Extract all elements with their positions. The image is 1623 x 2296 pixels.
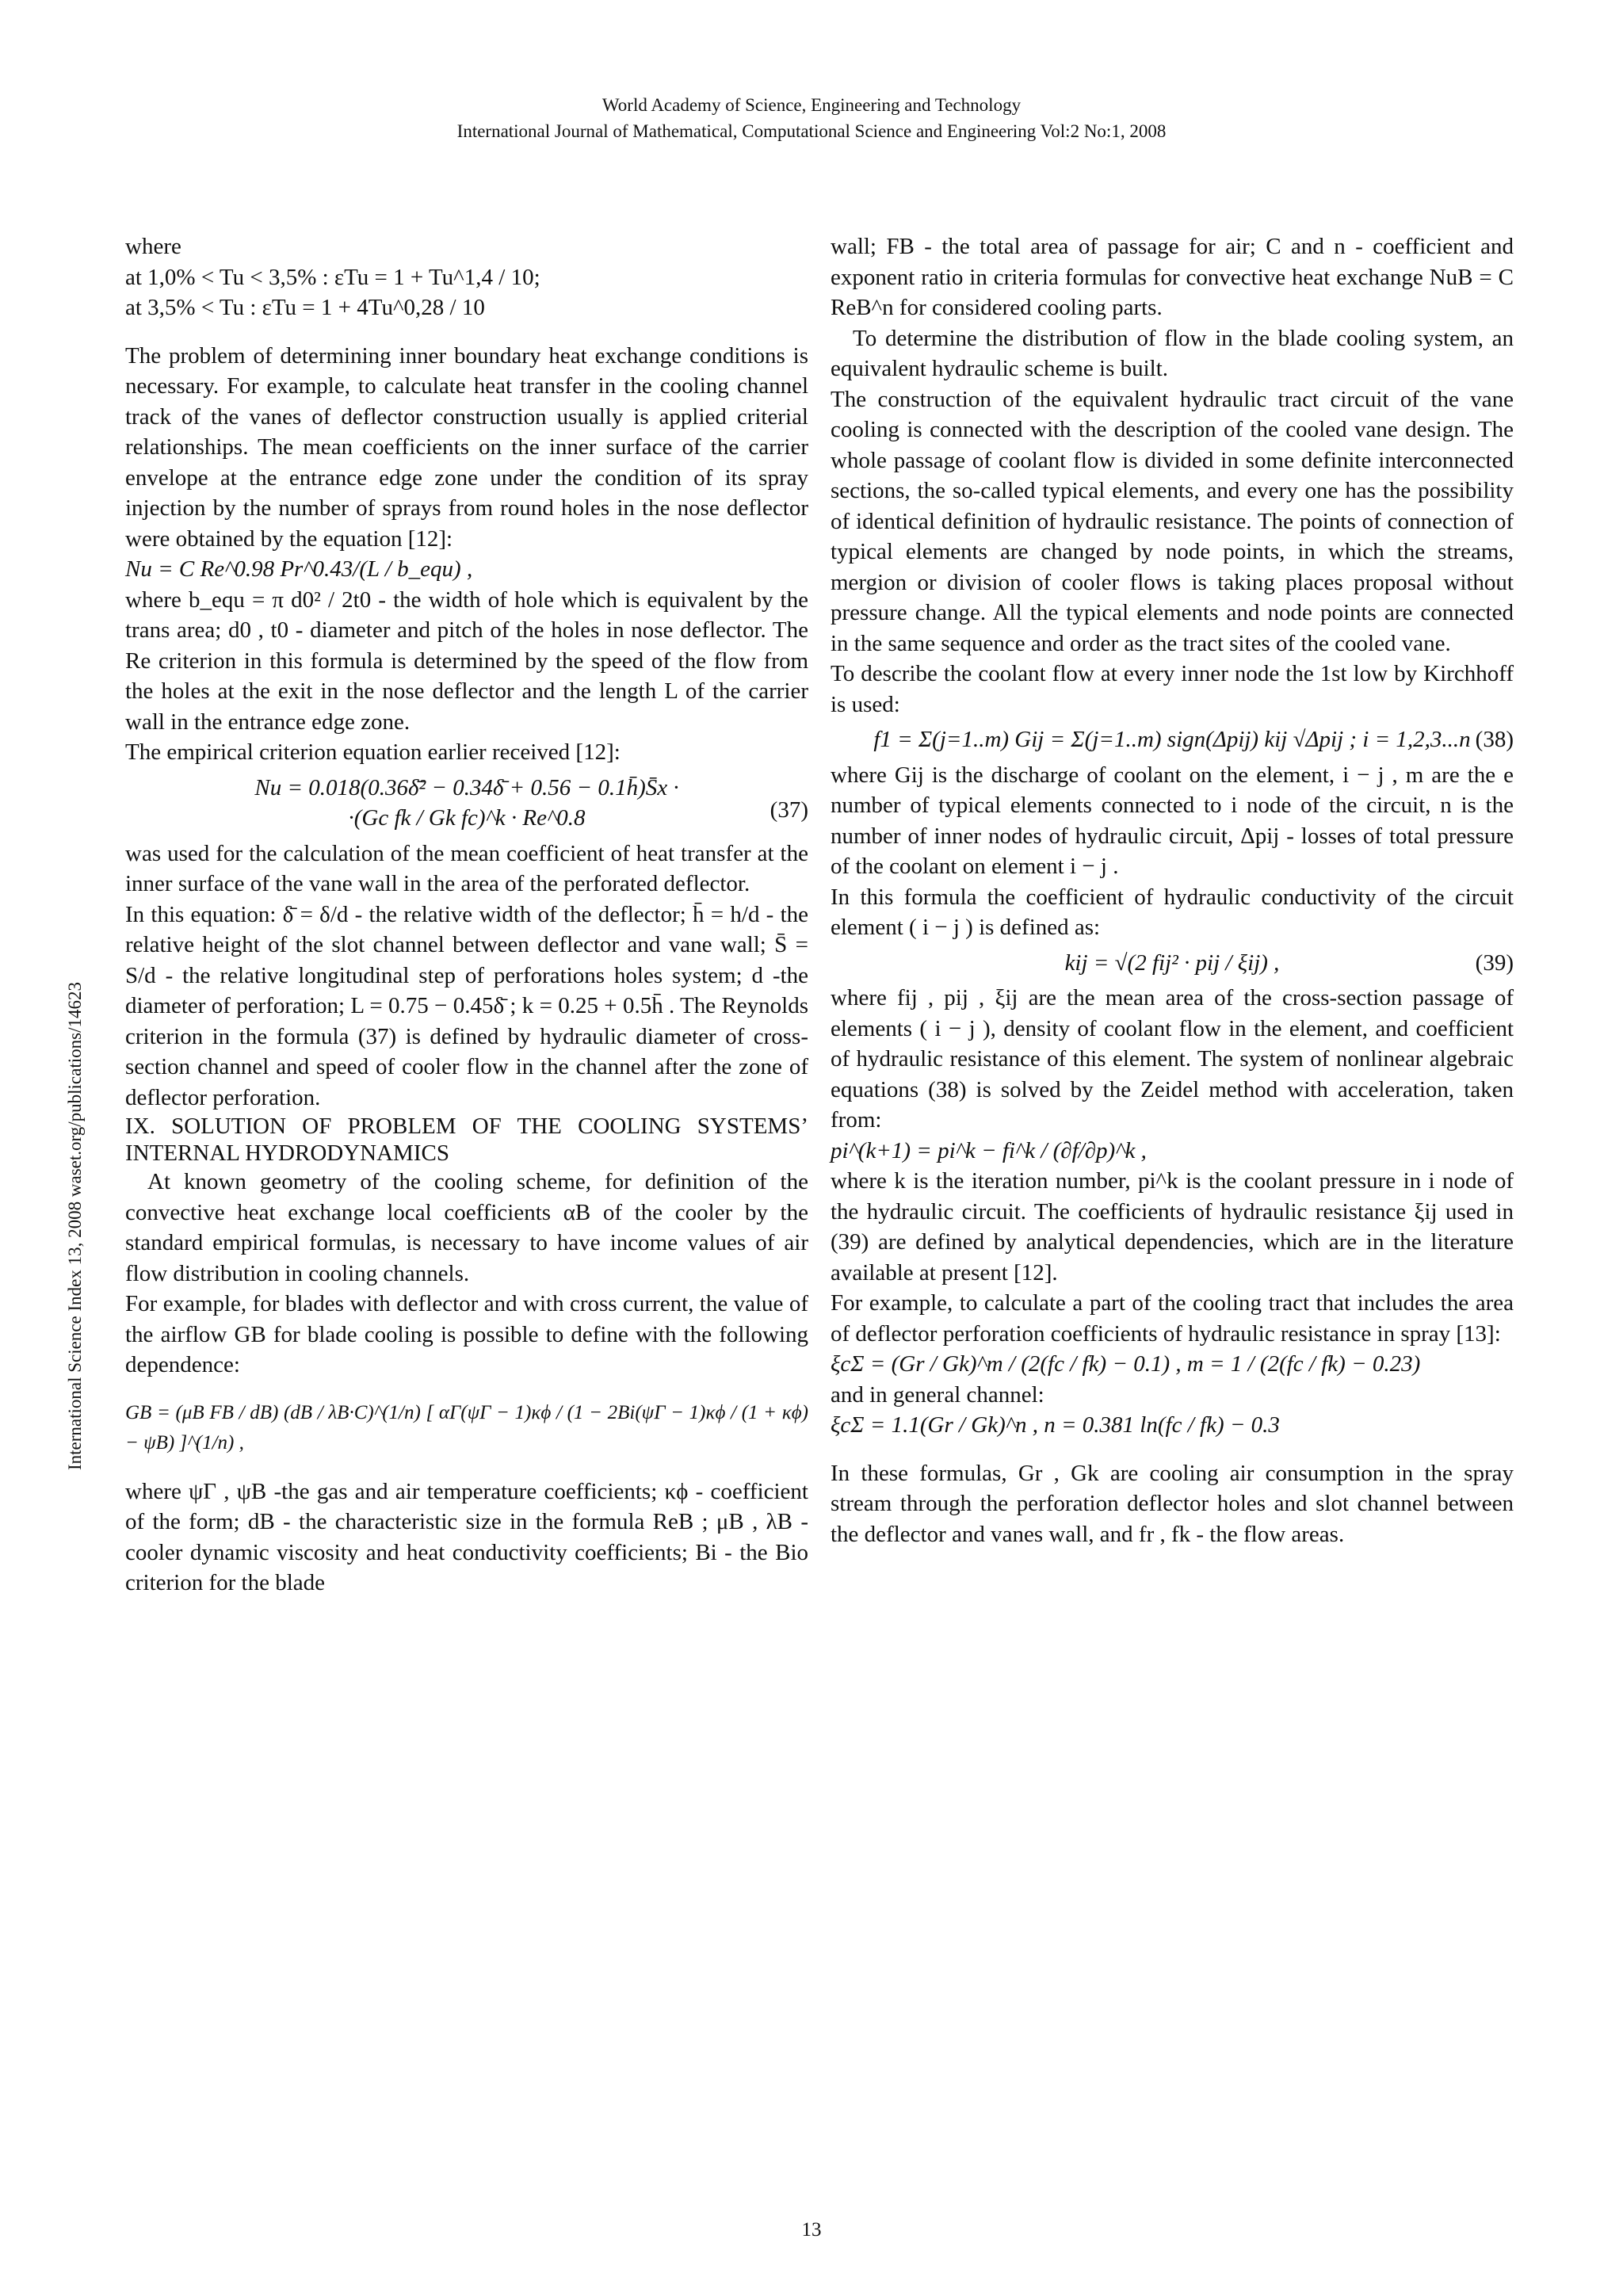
right-column: [831, 231, 1514, 1549]
equation-number: (37): [769, 797, 808, 823]
paragraph: wall; FB - the total area of passage for air; C and n - coefficient and exponent ratio in criteria formulas for convective heat exchange NuB = C ReB^n for considered cooling parts.: [831, 234, 1514, 320]
equation-nu: Nu = C Re^0.98 Pr^0.43/(L / b_equ) ,: [125, 556, 473, 582]
paragraph: For example, to calculate a part of the cooling tract that includes the area of deflector perforation coefficients of hydraulic resistance in spray [13]:: [831, 1290, 1514, 1347]
side-watermark-text: International Science Index 13, 2008 waset.org/publications/14623: [65, 982, 85, 1470]
section-heading: IX. SOLUTION OF PROBLEM OF THE COOLING SYSTEMS’ INTERNAL HYDRODYNAMICS: [125, 1114, 808, 1166]
paragraph: To determine the distribution of flow in the blade cooling system, an equivalent hydraulic scheme is built.: [831, 325, 1514, 381]
equation-number: (39): [1475, 949, 1514, 976]
running-header: [0, 92, 1623, 144]
paragraph: At known geometry of the cooling scheme, for definition of the convective heat exchange local coefficients αB of the cooler by the standard empirical formulas, is necessary to have income values of air flow distribution in cooling channels.: [125, 1169, 808, 1286]
page-number: 13: [801, 2219, 822, 2241]
equation-gb: GB = (μB FB / dB) (dB / λB·C)^(1/n) [ αΓ(ψΓ − 1)κϕ / (1 − 2Bi(ψΓ − 1)κϕ / (1 + κϕ) − ψB) ]^(1/n) ,: [125, 1401, 808, 1454]
journal-name: World Academy of Science, Engineering and Technology: [601, 95, 1022, 115]
equation-xi-spray: ξcΣ = (Gr / Gk)^m / (2(fc / fk) − 0.1) , m = 1 / (2(fc / fk) − 0.23): [831, 1351, 1421, 1377]
equation-39-body: kij = √(2 fij² · pij / ξij) ,: [1064, 949, 1280, 976]
equation-zeidel: pi^(k+1) = pi^k − fi^k / (∂f/∂p)^k ,: [831, 1137, 1147, 1163]
left-column: [125, 231, 808, 1599]
paragraph: where fij , pij , ξij are the mean area of the cross-section passage of elements ( i − j ), density of coolant flow in the element, and coefficient of hydraulic resistance of this element. The system of nonlinear algebraic equations (38) is solved by the Zeidel method with acceleration, taken from:: [831, 985, 1514, 1133]
equation-38-body: f1 = Σ(j=1..m) Gij = Σ(j=1..m) sign(Δpij) kij √Δpij ; i = 1,2,3...n: [873, 727, 1471, 752]
paragraph: To describe the coolant flow at every inner node the 1st low by Kirchhoff is used:: [831, 661, 1514, 717]
paragraph: where ψΓ , ψB -the gas and air temperature coefficients; κϕ - coefficient of the form; dB - the characteristic size in the formula ReB ; μB , λB -cooler dynamic viscosity and heat conductivity coefficients; Bi - the Bio criterion for the blade: [125, 1478, 808, 1595]
paragraph: where Gij is the discharge of coolant on the element, i − j , m are the e number of typical elements connected to i node of the circuit, n is the number of inner nodes of hydraulic circuit, Δpij - losses of total pressure of the coolant on element i − j .: [831, 762, 1514, 879]
where-label: where: [125, 234, 181, 259]
equation-39: [831, 948, 1514, 979]
equation-xi-channel: ξcΣ = 1.1(Gr / Gk)^n , n = 0.381 ln(fc / fk) − 0.3: [831, 1412, 1280, 1438]
condition-2: at 3,5% < Tu : εTu = 1 + 4Tu^0,28 / 10: [125, 295, 485, 320]
paragraph: The problem of determining inner boundary heat exchange conditions is necessary. For example, to calculate heat transfer in the cooling channel track of the vanes of deflector construction usually is applied criterial relationships. The mean coefficients on the inner surface of the carrier envelope at the entrance edge zone under the condition of its spray injection by the number of sprays from round holes in the nose deflector were obtained by the equation [12]:: [125, 342, 808, 552]
paragraph: The construction of the equivalent hydraulic tract circuit of the vane cooling is connected with the description of the cooled vane design. The whole passage of coolant flow is divided in some definite interconnected sections, the so-called typical elements, and every one has the possibility of identical definition of hydraulic resistance. The points of connection of typical elements are changed by node points, in which the streams, mergion or division of cooler flows is taking places proposal without pressure change. All the typical elements and node points are connected in the same sequence and order as the tract sites of the cooled vane.: [831, 386, 1514, 656]
equation-number: (38): [1475, 727, 1514, 752]
equation-38: [831, 724, 1514, 755]
paragraph: and in general channel:: [831, 1381, 1044, 1408]
condition-1: at 1,0% < Tu < 3,5% : εTu = 1 + Tu^1,4 / 10;: [125, 264, 540, 290]
paragraph: For example, for blades with deflector and with cross current, the value of the airflow GB for blade cooling is possible to define with the following dependence:: [125, 1291, 808, 1377]
equation-37-line-2: ·(Gc fk / Gk fc)^k · Re^0.8: [348, 805, 586, 831]
paragraph: where k is the iteration number, pi^k is the coolant pressure in i node of the hydraulic circuit. The coefficients of hydraulic resistance ξij used in (39) are defined by analytical dependencies, which are in the literature available at present [12].: [831, 1168, 1514, 1286]
paragraph: In this formula the coefficient of hydraulic conductivity of the circuit element ( i − j ) is defined as:: [831, 884, 1514, 940]
paragraph: In these formulas, Gr , Gk are cooling air consumption in the spray stream through the perforation deflector holes and slot channel between the deflector and vanes wall, and fr , fk - the flow areas.: [831, 1460, 1514, 1547]
paragraph: The empirical criterion equation earlier received [12]:: [125, 739, 621, 765]
paragraph: was used for the calculation of the mean coefficient of heat transfer at the inner surface of the vane wall in the area of the perforated deflector.: [125, 840, 808, 896]
equation-37-line-1: Nu = 0.018(0.36δ̄² − 0.34δ̄ + 0.56 − 0.1h̄)S̄x ·: [254, 774, 679, 800]
paragraph: where b_equ = π d0² / 2t0 - the width of hole which is equivalent by the trans area; d0 , t0 - diameter and pitch of the holes in nose deflector. The Re criterion in this formula is determined by the speed of the flow from the holes at the exit in the nose deflector and the length L of the carrier wall in the entrance edge zone.: [125, 586, 808, 735]
journal-issue: International Journal of Mathematical, Computational Science and Engineering Vol:2 No:1, 2008: [456, 121, 1167, 141]
paragraph: In this equation: δ̄ = δ/d - the relative width of the deflector; h̄ = h/d - the relative height of the slot channel between deflector and vane wall; S̄ = S/d - the relative longitudinal step of perforations holes system; d -the diameter of perforation; L = 0.75 − 0.45δ̄ ; k = 0.25 + 0.5h̄ . The Reynolds criterion in the formula (37) is defined by hydraulic diameter of cross-section channel and speed of cooler flow in the channel after the zone of deflector perforation.: [125, 901, 808, 1110]
equation-37: [125, 773, 808, 834]
